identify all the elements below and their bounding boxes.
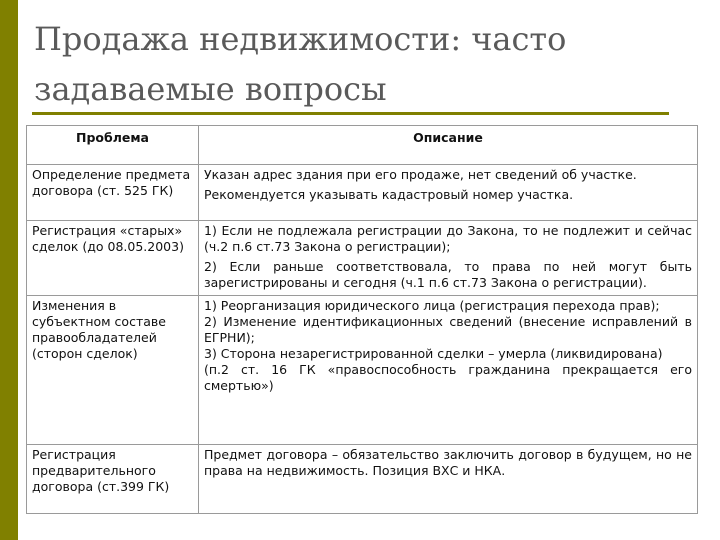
description-line: 2) Если раньше соответствовала, то права по ней могут быть зарегистрированы и сегодня (ч.1 п.6 ст.73 Закона о регистрации). [204,259,692,290]
slide-title-line-1: Продажа недвижимости: часто [34,20,567,58]
description-line: 1) Если не подлежала регистрации до Закона, то не подлежит и сейчас (ч.2 п.6 ст.73 Закона о регистрации); [204,223,692,254]
description-line: (п.2 ст. 16 ГК «правоспособность гражданина прекращается его смертью») [204,362,692,393]
problem-cell: Регистрация «старых» сделок (до 08.05.2003) [27,221,199,296]
description-line: 2) Изменение идентификационных сведений (внесение исправлений в ЕГРНИ); [204,314,692,345]
problem-cell: Изменения в субъектном составе правообладателей (сторон сделок) [27,296,199,445]
table-row [27,165,698,221]
description-line: Указан адрес здания при его продаже, нет сведений об участке. [204,167,637,182]
faq-table-container [26,125,698,514]
slide-title-line-2: задаваемые вопросы [34,70,387,108]
description-cell [199,445,698,514]
table-row [27,221,698,296]
description-line: 3) Сторона незарегистрированной сделки – умерла (ликвидирована) [204,346,663,361]
description-line: Рекомендуется указывать кадастровый номер участка. [204,187,574,202]
faq-table [26,125,698,514]
table-row [27,296,698,445]
description-cell [199,221,698,296]
header-description: Описание [199,126,698,165]
problem-cell: Определение предмета договора (ст. 525 ГК) [27,165,199,221]
left-accent-bar [0,0,18,540]
header-problem: Проблема [27,126,199,165]
description-cell [199,165,698,221]
title-underline [32,112,669,115]
table-row [27,445,698,514]
description-line: 1) Реорганизация юридического лица (регистрация перехода прав); [204,298,660,313]
slide-title [34,14,694,114]
description-line: Предмет договора – обязательство заключить договор в будущем, но не права на недвижимость. Позиция ВХС и НКА. [204,447,692,478]
table-header-row [27,126,698,165]
problem-cell: Регистрация предварительного договора (ст.399 ГК) [27,445,199,514]
description-cell [199,296,698,445]
